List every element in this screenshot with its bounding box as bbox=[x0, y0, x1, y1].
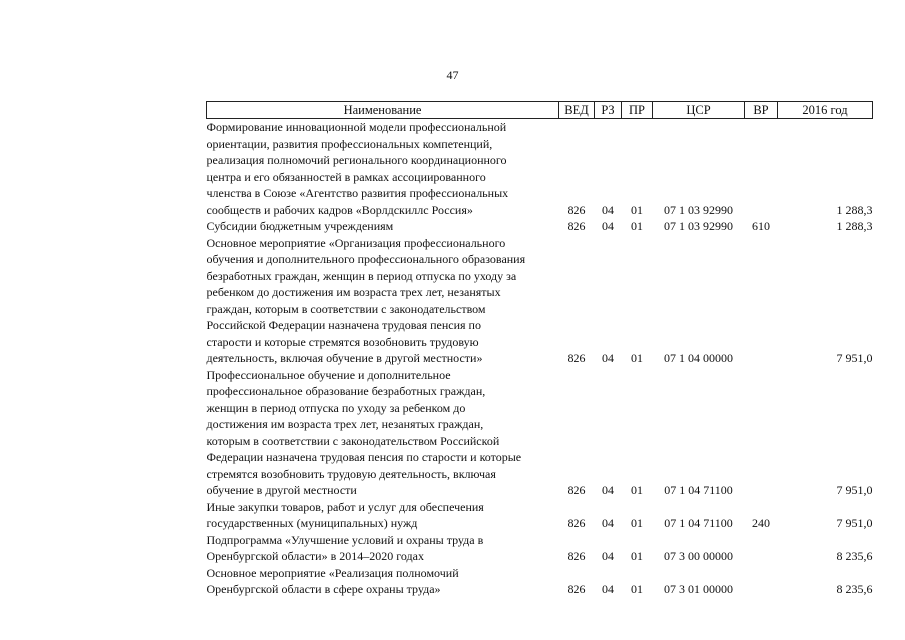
table-row bbox=[207, 532, 873, 565]
row-name bbox=[207, 119, 559, 219]
row-name-line: Оренбургской области» в 2014–2020 годах bbox=[206, 549, 424, 563]
row-amount: 8 235,6 bbox=[836, 582, 873, 596]
table-row bbox=[207, 367, 873, 499]
row-name-line: Оренбургской области в сфере охраны труда» bbox=[206, 582, 441, 596]
row-pr: 01 bbox=[631, 582, 643, 596]
table-header-row bbox=[207, 102, 873, 119]
row-vr bbox=[745, 565, 778, 598]
row-name bbox=[207, 367, 559, 499]
row-amount: 8 235,6 bbox=[836, 549, 873, 563]
row-csr: 07 1 03 92990 bbox=[664, 202, 733, 217]
row-name-line: деятельность, включая обучение в другой местности» bbox=[206, 351, 483, 365]
row-pr: 01 bbox=[631, 202, 643, 217]
row-name-line: сообществ и рабочих кадров «Ворлдскиллс Россия» bbox=[206, 202, 473, 217]
row-csr: 07 1 03 92990 bbox=[664, 219, 733, 233]
page-number: 47 bbox=[446, 68, 459, 82]
row-name bbox=[207, 235, 559, 367]
row-pr: 01 bbox=[631, 549, 643, 563]
row-pr: 01 bbox=[631, 219, 643, 233]
header-pr: ПР bbox=[622, 102, 653, 119]
row-name-line: обучение в другой местности bbox=[206, 483, 357, 497]
table-row bbox=[207, 565, 873, 598]
row-amount: 1 288,3 bbox=[836, 202, 873, 217]
row-rz: 04 bbox=[602, 516, 614, 530]
row-name-line: достижения им возраста трех лет, незанятых граждан, bbox=[206, 417, 484, 431]
row-name-line: Иные закупки товаров, работ и услуг для обеспечения bbox=[206, 499, 484, 514]
row-name-line: членства в Союзе «Агентство развития профессиональных bbox=[206, 186, 509, 200]
budget-table bbox=[206, 101, 873, 598]
table-row bbox=[207, 218, 873, 235]
row-rz: 04 bbox=[602, 549, 614, 563]
row-csr: 07 1 04 00000 bbox=[664, 351, 733, 365]
table-row bbox=[207, 235, 873, 367]
row-name-line: реализация полномочий регионального координационного bbox=[206, 153, 507, 167]
row-name bbox=[207, 532, 559, 565]
row-vr bbox=[745, 532, 778, 565]
header-year: 2016 год bbox=[778, 102, 873, 119]
row-name bbox=[207, 218, 559, 235]
row-ved: 826 bbox=[567, 582, 586, 596]
row-ved: 826 bbox=[567, 549, 586, 563]
row-name-line: центра и его обязанностей в рамках ассоциированного bbox=[206, 169, 486, 184]
row-csr: 07 1 04 71100 bbox=[664, 483, 733, 497]
row-name-line: ребенком до достижения им возраста трех лет, незанятых bbox=[206, 285, 501, 299]
header-rz: РЗ bbox=[595, 102, 622, 119]
row-name-line: Российской Федерации назначена трудовая пенсия по bbox=[206, 318, 481, 332]
row-name-line: Федерации назначена трудовая пенсия по старости и которые bbox=[206, 450, 522, 464]
row-name-line: ориентации, развития профессиональных компетенций, bbox=[206, 136, 493, 151]
table-row bbox=[207, 119, 873, 219]
row-ved: 826 bbox=[567, 219, 586, 233]
row-name-line: старости и которые стремятся возобновить трудовую bbox=[206, 334, 479, 349]
row-csr: 07 3 01 00000 bbox=[664, 582, 733, 596]
row-name-line: Основное мероприятие «Организация профессионального bbox=[206, 235, 506, 250]
row-name-line: граждан, которым в соответствии с законодательством bbox=[206, 301, 486, 316]
row-name-line: стремятся возобновить трудовую деятельность, включая bbox=[206, 466, 496, 481]
row-amount: 7 951,0 bbox=[836, 351, 873, 365]
row-vr: 240 bbox=[752, 516, 770, 530]
row-ved: 826 bbox=[567, 351, 586, 365]
row-name-line: которым в соответствии с законодательством Российской bbox=[206, 433, 500, 448]
row-name bbox=[207, 565, 559, 598]
row-csr: 07 1 04 71100 bbox=[664, 516, 733, 530]
row-ved: 826 bbox=[567, 516, 586, 530]
row-name-line: Подпрограмма «Улучшение условий и охраны труда в bbox=[206, 532, 484, 547]
row-pr: 01 bbox=[631, 483, 643, 497]
row-pr: 01 bbox=[631, 516, 643, 530]
row-amount: 1 288,3 bbox=[836, 219, 873, 233]
row-ved: 826 bbox=[567, 202, 586, 217]
row-csr: 07 3 00 00000 bbox=[664, 549, 733, 563]
row-name-line: Основное мероприятие «Реализация полномочий bbox=[206, 565, 459, 580]
header-ved: ВЕД bbox=[559, 102, 595, 119]
row-name-line: безработных граждан, женщин в период отпуска по уходу за bbox=[206, 268, 517, 283]
header-csr: ЦСР bbox=[653, 102, 745, 119]
header-vr: ВР bbox=[745, 102, 778, 119]
row-vr bbox=[745, 235, 778, 367]
row-pr: 01 bbox=[631, 351, 643, 365]
row-vr: 610 bbox=[752, 219, 770, 233]
row-rz: 04 bbox=[602, 202, 614, 217]
row-name-line: Формирование инновационной модели профессиональной bbox=[206, 120, 507, 134]
table-row bbox=[207, 499, 873, 532]
row-rz: 04 bbox=[602, 483, 614, 497]
row-rz: 04 bbox=[602, 351, 614, 365]
row-name bbox=[207, 499, 559, 532]
row-amount: 7 951,0 bbox=[836, 483, 873, 497]
row-name-line: Субсидии бюджетным учреждениям bbox=[206, 219, 394, 233]
header-name: Наименование bbox=[207, 102, 559, 119]
row-name-line: профессиональное образование безработных граждан, bbox=[206, 384, 486, 398]
row-rz: 04 bbox=[602, 219, 614, 233]
row-vr bbox=[745, 119, 778, 219]
row-rz: 04 bbox=[602, 582, 614, 596]
row-name-line: обучения и дополнительного профессионального образования bbox=[206, 252, 526, 266]
row-name-line: Профессиональное обучение и дополнительное bbox=[206, 367, 451, 382]
row-name-line: женщин в период отпуска по уходу за ребенком до bbox=[206, 400, 466, 415]
row-vr bbox=[745, 367, 778, 499]
row-ved: 826 bbox=[567, 483, 586, 497]
row-amount: 7 951,0 bbox=[836, 516, 873, 530]
row-name-line: государственных (муниципальных) нужд bbox=[206, 516, 418, 530]
table-body bbox=[207, 119, 873, 598]
